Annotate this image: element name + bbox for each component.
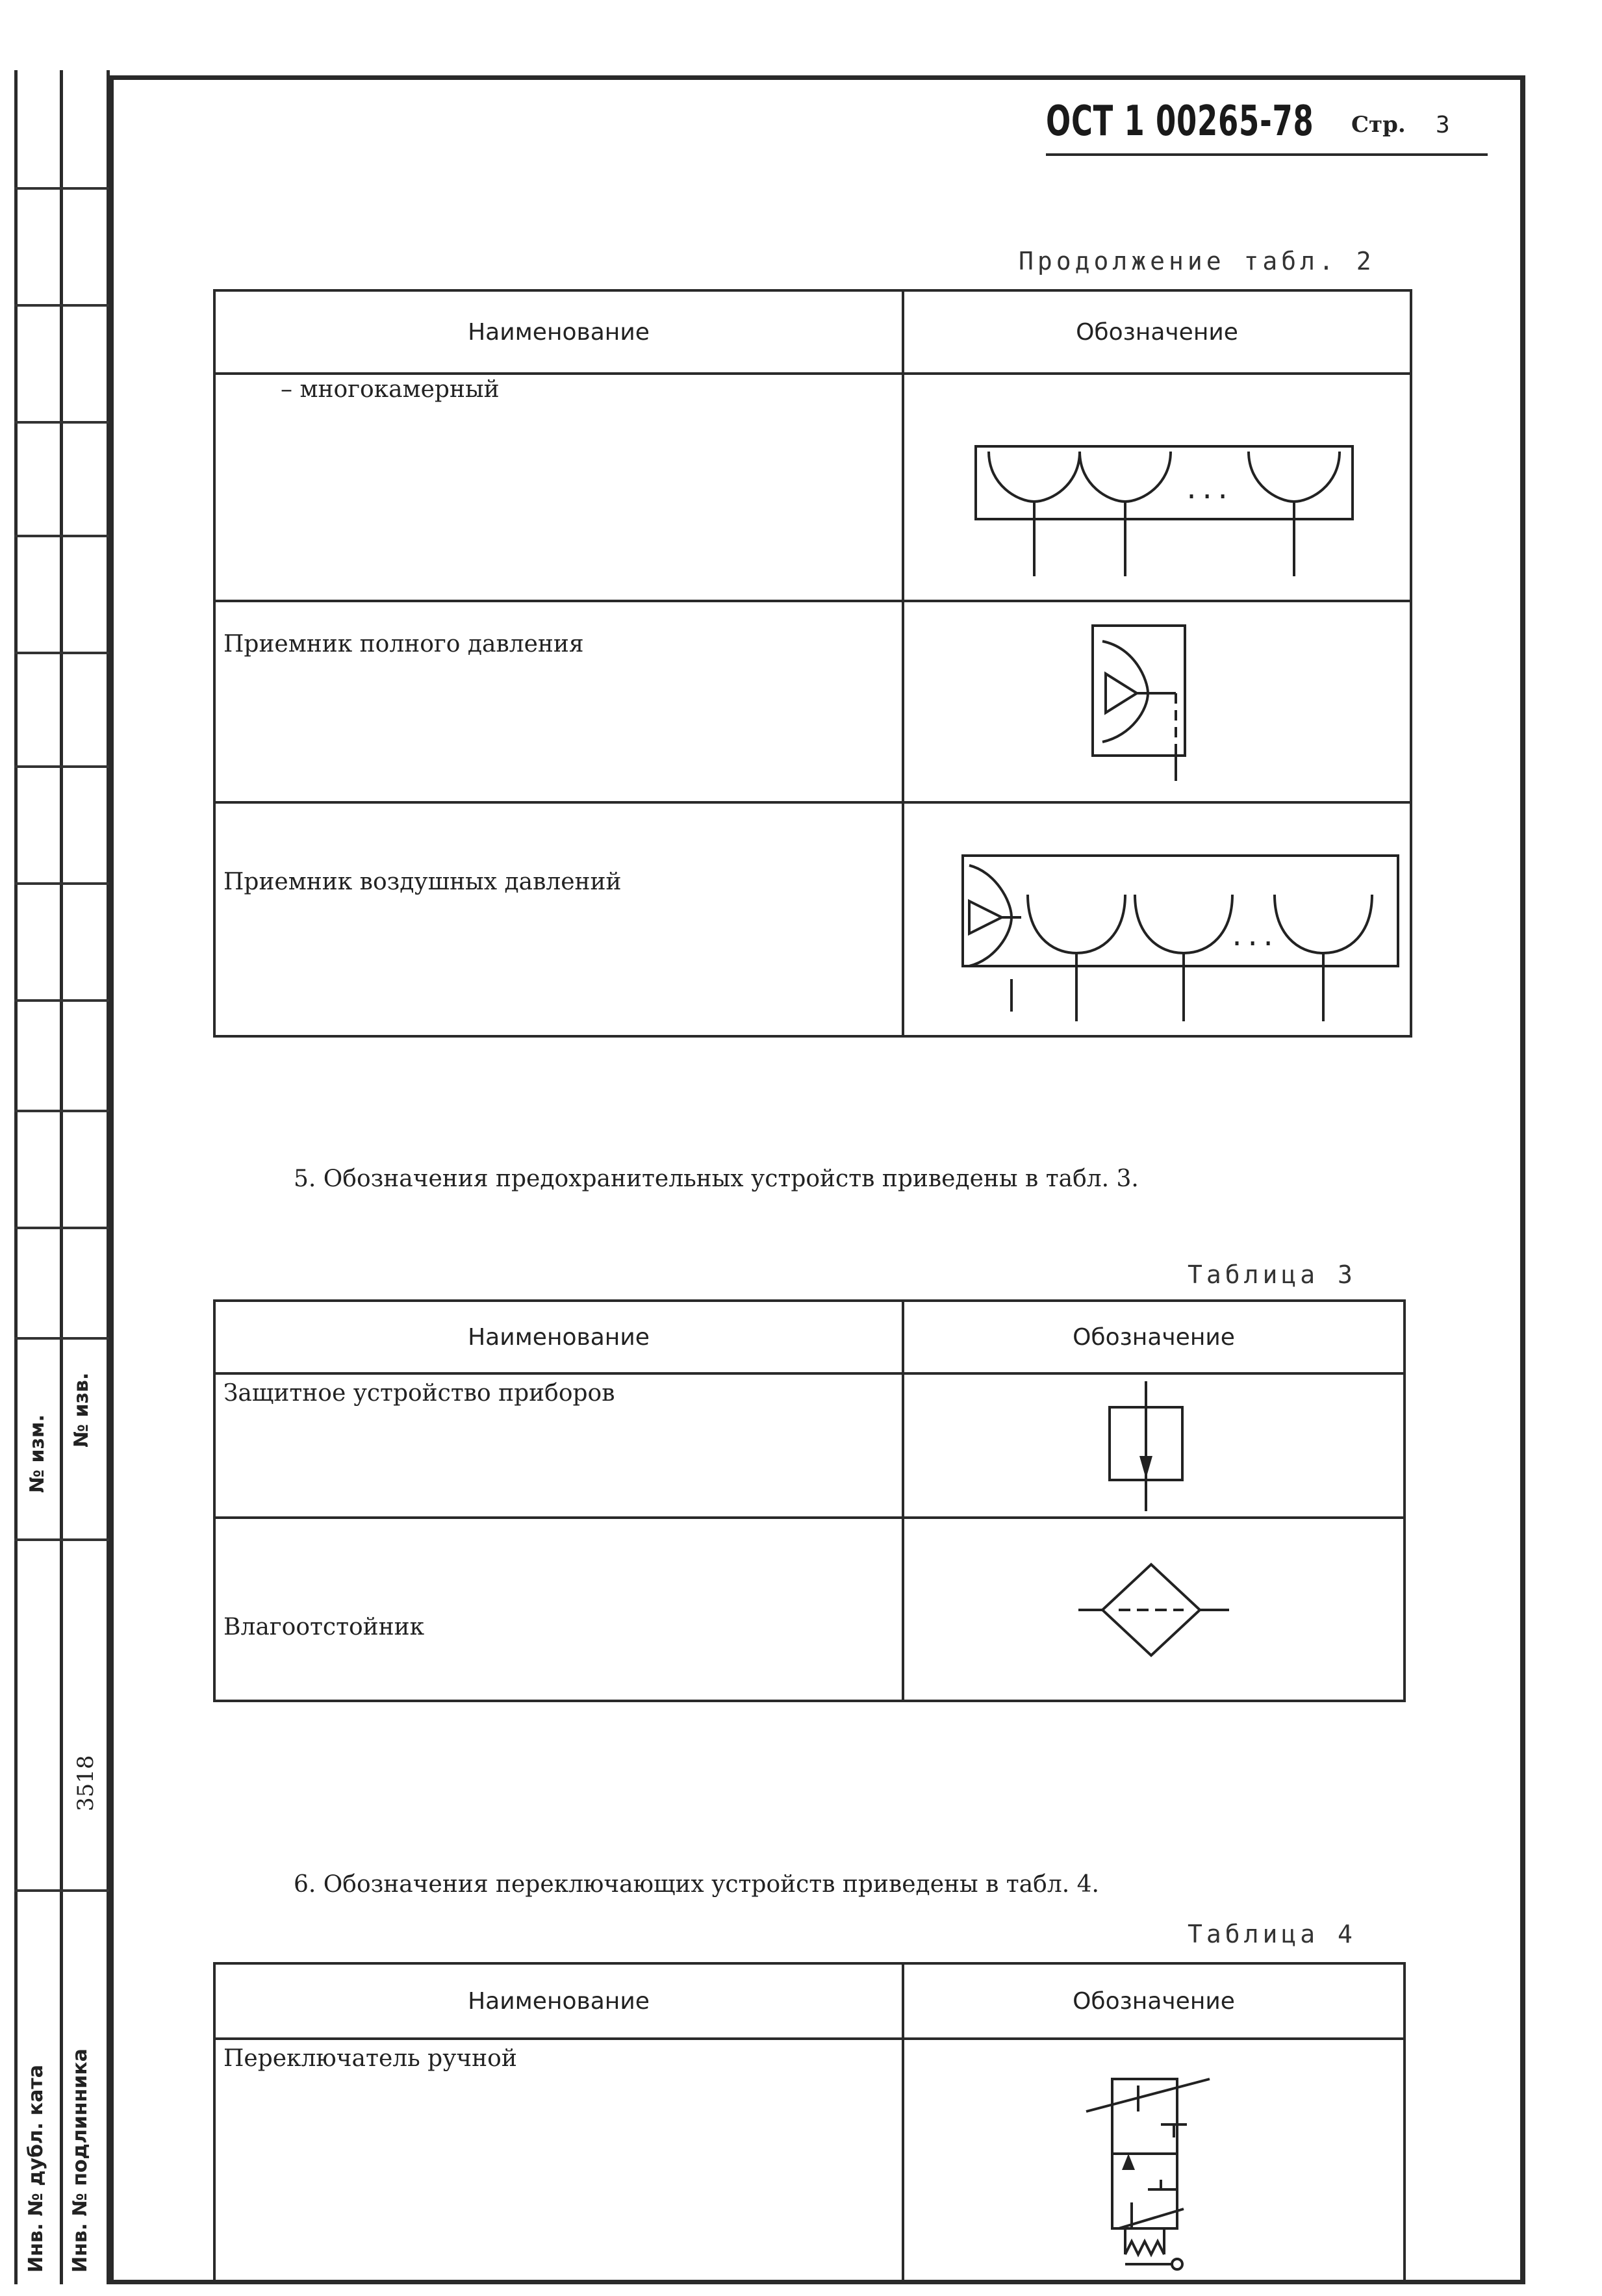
document-number: ОСТ 1 00265-78 [1046, 97, 1314, 146]
sidebar-number: 3518 [73, 1755, 99, 1811]
page-number: 3 [1436, 112, 1450, 138]
strip-divider [14, 1227, 109, 1229]
table4 [213, 1962, 1406, 2284]
strip-divider [14, 882, 109, 885]
air-pressure-receiver-icon [904, 804, 1418, 1038]
binding-strip [14, 70, 109, 2284]
strip-divider [14, 1110, 109, 1112]
table4-header-symbol: Обозначение [903, 1963, 1405, 2039]
table2-row2-name: Приемник полного давления [223, 631, 584, 657]
multichamber-receiver-icon [904, 375, 1418, 602]
table3-row2-name: Влагоотстойник [223, 1614, 425, 1640]
table2-header-symbol: Обозначение [903, 290, 1411, 374]
sidebar-label-izv: № изв. [70, 1372, 93, 1448]
strip-divider [14, 535, 109, 537]
strip-divider [14, 652, 109, 654]
table3 [213, 1299, 1406, 1702]
table2-row3-name-cell [214, 802, 903, 1036]
strip-divider [14, 421, 109, 424]
table3-row1-name: Защитное устройство приборов [223, 1380, 615, 1407]
table4-caption: Таблица 4 [1188, 1920, 1356, 1948]
table3-row1-name-cell [214, 1373, 903, 1518]
table3-row2-symbol-cell [903, 1518, 1405, 1701]
table2-row1-name: – многокамерный [281, 376, 500, 403]
multichamber-dots: ... [1184, 475, 1231, 505]
total-pressure-receiver-icon [904, 602, 1418, 804]
table2-row3-name: Приемник воздушных давлений [223, 869, 622, 895]
table3-header-name: Наименование [214, 1301, 903, 1373]
strip-divider [14, 999, 109, 1002]
table4-row1-name-cell [214, 2039, 903, 2283]
header-underline [1046, 153, 1488, 156]
sidebar-label-original: Инв. № подлинника [69, 2048, 92, 2273]
air-receiver-dots: ... [1229, 922, 1277, 952]
moisture-separator-icon [904, 1519, 1411, 1702]
page-label: Стр. [1351, 112, 1406, 138]
table2-row2-name-cell [214, 601, 903, 802]
table3-caption: Таблица 3 [1188, 1260, 1356, 1289]
paragraph-6: 6. Обозначения переключающих устройств приведены в табл. 4. [294, 1871, 1099, 1898]
table2 [213, 289, 1412, 1038]
strip-border-mid [60, 70, 63, 2284]
table2-row2-symbol-cell [903, 601, 1411, 802]
table4-header-name: Наименование [214, 1963, 903, 2039]
table3-row1-symbol-cell [903, 1373, 1405, 1518]
table2-caption: Продолжение табл. 2 [1019, 247, 1375, 275]
sidebar-label-izm: № изм. [26, 1414, 49, 1493]
paragraph-5: 5. Обозначения предохранительных устройств приведены в табл. 3. [294, 1166, 1139, 1192]
table3-row2-name-cell [214, 1518, 903, 1701]
table2-row1-name-cell [214, 374, 903, 601]
strip-border-left [14, 70, 18, 2284]
strip-divider [14, 1538, 109, 1541]
table4-row1-symbol-cell [903, 2039, 1405, 2283]
table2-header-name: Наименование [214, 290, 903, 374]
strip-divider [14, 1337, 109, 1340]
instrument-protection-device-icon [904, 1375, 1411, 1519]
table4-row1-name: Переключатель ручной [223, 2045, 517, 2072]
table2-row1-symbol-cell [903, 374, 1411, 601]
strip-divider [14, 304, 109, 307]
strip-divider [14, 187, 109, 190]
sidebar-label-duplicate: Инв. № дубл. ката [25, 2065, 47, 2273]
table2-row3-symbol-cell [903, 802, 1411, 1036]
strip-divider [14, 1889, 109, 1892]
strip-divider [14, 765, 109, 768]
table3-header-symbol: Обозначение [903, 1301, 1405, 1373]
manual-switch-icon [904, 2040, 1411, 2284]
